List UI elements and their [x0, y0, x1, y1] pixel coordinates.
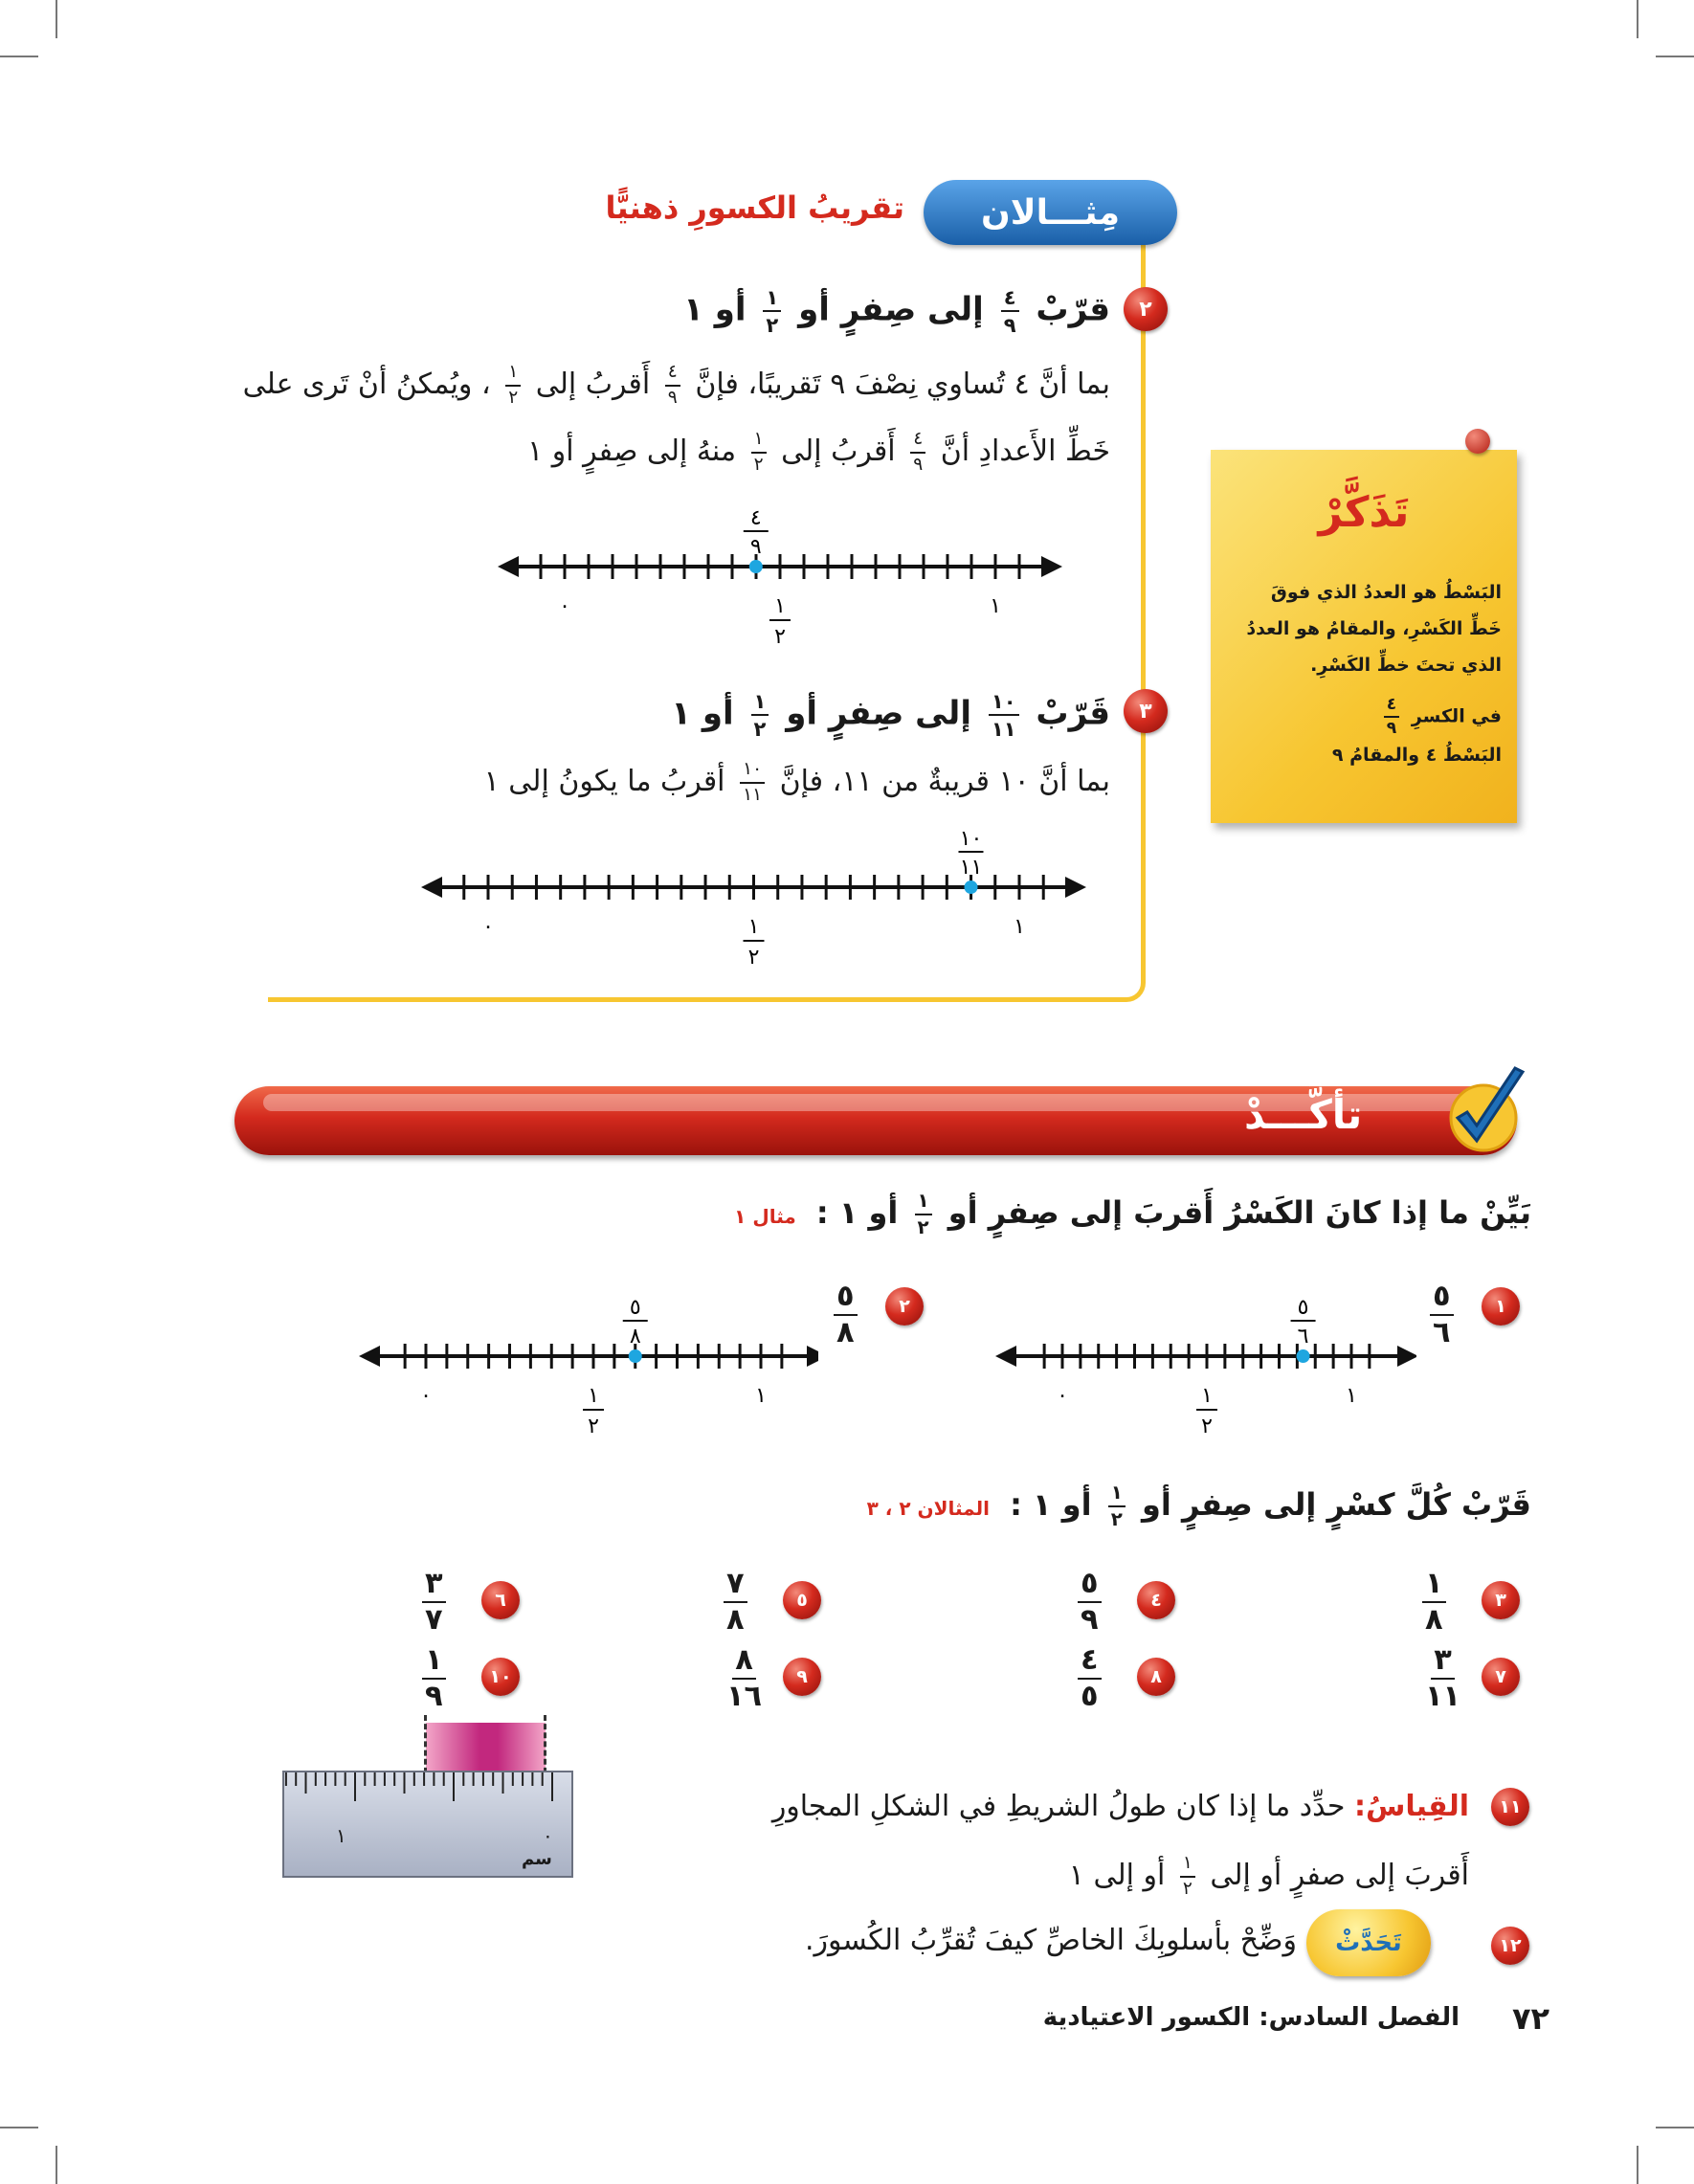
exercise-number: ٥ [783, 1581, 821, 1619]
reminder-line: البَسْطُ هو العددُ الذي فوقَ [1270, 582, 1502, 603]
right-arrow-icon [1041, 556, 1062, 577]
label-half-denominator: ٢ [1201, 1415, 1213, 1438]
number-line [359, 1287, 818, 1440]
example-number: ٢ [1124, 287, 1168, 331]
example-badge [924, 180, 1177, 245]
label-half-numerator: ١ [588, 1384, 599, 1408]
crop-mark [1637, 2146, 1638, 2184]
ruler-unit: سم [522, 1849, 552, 1869]
label-zero: ٠ [482, 915, 494, 939]
example-title: قَرّبْ $\frac{١٠}{١١}$ إلى صِفرٍ أو $\frac{١}{٢}$ أو ١ [671, 689, 1110, 742]
label-zero: ٠ [420, 1384, 432, 1408]
left-arrow-icon [359, 1346, 380, 1367]
example-reference[interactable]: مثال ١ [734, 1204, 796, 1228]
measured-strip [426, 1723, 546, 1771]
number-line [498, 498, 1072, 660]
label-half-numerator: ١ [1201, 1384, 1213, 1408]
point-label-numerator: ٥ [629, 1296, 641, 1320]
exercise-fraction: $\frac{١}{٨}$ [1416, 1570, 1452, 1636]
left-arrow-icon [995, 1346, 1016, 1367]
exercise-fraction: $\frac{٥}{٨}$ [828, 1282, 863, 1348]
label-half-denominator: ٢ [747, 946, 760, 969]
number-line-point [749, 560, 763, 573]
label-half-denominator: ٢ [588, 1415, 599, 1438]
left-arrow-icon [498, 556, 519, 577]
exercise-number: ١١ [1491, 1788, 1529, 1826]
ruler-ticks [284, 1772, 571, 1820]
label-half-numerator: ١ [774, 594, 786, 618]
example-text-line: بما أنَّ ١٠ قريبةٌ من ١١، فإنَّ $\frac{١٠}{١١}$ أقربُ ما يكونُ إلى ١ [483, 759, 1110, 805]
number-line [995, 1287, 1416, 1440]
ruler-label-1: ١ [336, 1824, 346, 1847]
label-half-denominator: ٢ [774, 625, 786, 649]
example-reference[interactable]: المثالان ٢ ، ٣ [866, 1496, 990, 1520]
exercise-text-line: أَقربَ إلى صفرٍ أو إلى $\frac{١}{٢}$ أو إلى ١ [1068, 1853, 1469, 1899]
label-zero: ٠ [1057, 1384, 1068, 1408]
talk-badge-label: تَحَدَّثْ [1335, 1928, 1402, 1957]
reminder-line: البَسْطُ ٤ والمقامُ ٩ [1331, 745, 1502, 767]
reminder-pin [1465, 429, 1490, 454]
exercise-number: ٧ [1482, 1658, 1520, 1696]
right-arrow-icon [807, 1346, 818, 1367]
check-banner-title: تأكَّـــدْ [1244, 1091, 1363, 1138]
label-one: ١ [990, 594, 1001, 618]
exercise-number: ٣ [1482, 1581, 1520, 1619]
number-line-point [964, 880, 977, 894]
right-arrow-icon [1397, 1346, 1416, 1367]
exercise-number: ٢ [885, 1287, 924, 1326]
exercise-number: ٨ [1137, 1658, 1175, 1696]
reminder-line: في الكسرِ $\frac{٤}{٩}$ [1246, 697, 1502, 737]
number-line [421, 818, 1091, 981]
exercise-fraction: $\frac{٨}{١٦}$ [726, 1643, 763, 1714]
reminder-title: تَذَكَّرْ [1318, 488, 1410, 537]
example-title: قرّبْ $\frac{٤}{٩}$ إلى صِفرٍ أو $\frac{١}{٢}$ أو ١ [683, 285, 1110, 338]
example-badge-label: مِثـــالان [981, 192, 1120, 233]
instruction: قَرّبْ كُلَّ كسْرٍ إلى صِفرٍ أو $\frac{١}{٢}$ أو ١ : المثالان ٢ ، ٣ [866, 1482, 1531, 1530]
exercise-text-line: وَضِّحْ بأسلوبِكَ الخاصِّ كيفَ تُقرِّبُ الكُسورَ. [805, 1924, 1297, 1957]
crop-mark [0, 2127, 38, 2128]
point-label-denominator: ٨ [629, 1325, 641, 1348]
ruler-label-0: ٠ [543, 1824, 553, 1847]
example-header-title: تقريبُ الكسورِ ذهنيًّا [605, 189, 904, 226]
exercise-fraction: $\frac{٤}{٥}$ [1072, 1646, 1107, 1712]
example-text-line: خَطِّ الأَعدادِ أنَّ $\frac{٤}{٩}$ أَقربُ إلى $\frac{١}{٢}$ منهُ إلى صِفرٍ أو ١ [527, 429, 1110, 475]
label-one: ١ [1014, 915, 1025, 939]
exercise-fraction: $\frac{٥}{٩}$ [1072, 1570, 1107, 1636]
exercise-number: ٦ [481, 1581, 520, 1619]
point-label-denominator: ٩ [749, 535, 762, 559]
label-half-numerator: ١ [747, 915, 760, 939]
crop-mark [1656, 2127, 1694, 2128]
example-number: ٣ [1124, 689, 1168, 733]
label-one: ١ [1346, 1384, 1357, 1408]
reminder-body [1246, 574, 1502, 773]
point-label-numerator: ٥ [1297, 1296, 1309, 1320]
label-one: ١ [755, 1384, 767, 1408]
number-line-point [629, 1349, 642, 1363]
point-label-denominator: ١١ [959, 856, 983, 880]
crop-mark [0, 56, 38, 57]
exercise-number: ١٠ [481, 1658, 520, 1696]
exercise-text-line: القِياسُ: حدِّد ما إذا كان طولُ الشريطِ في الشكلِ المجاورِ [771, 1790, 1469, 1823]
exercise-fraction: $\frac{١}{٩}$ [416, 1646, 452, 1712]
exercise-fraction: $\frac{٧}{٨}$ [718, 1570, 753, 1636]
crop-mark [56, 2146, 57, 2184]
crop-mark [56, 0, 57, 38]
exercise-fraction: $\frac{٣}{٧}$ [416, 1570, 452, 1636]
crop-mark [1637, 0, 1638, 38]
exercise-fraction: $\frac{٥}{٦}$ [1424, 1282, 1460, 1348]
exercise-fraction: $\frac{٣}{١١}$ [1425, 1643, 1461, 1714]
exercise-number: ٤ [1137, 1581, 1175, 1619]
point-label-numerator: ٤ [749, 506, 762, 530]
measurement-label: القِياسُ: [1353, 1790, 1469, 1823]
exercise-number: ١ [1482, 1287, 1520, 1326]
crop-mark [1656, 56, 1694, 57]
instruction: بَيِّنْ ما إذا كانَ الكَسْرُ أَقربَ إلى صِفرٍ أو $\frac{١}{٢}$ أو ١ : مثال ١ [734, 1190, 1531, 1238]
ruler [282, 1723, 569, 1876]
chapter-title: الفصل السادس: الكسور الاعتيادية [1042, 2003, 1460, 2032]
number-line-point [1297, 1349, 1310, 1363]
point-label-denominator: ٦ [1297, 1325, 1309, 1348]
label-zero: ٠ [559, 594, 570, 618]
page-number: ٧٢ [1512, 2000, 1550, 2037]
ruler-body [282, 1771, 573, 1878]
exercise-number: ١٢ [1491, 1927, 1529, 1965]
left-arrow-icon [421, 877, 442, 898]
talk-badge [1306, 1909, 1431, 1976]
point-label-numerator: ١٠ [959, 827, 983, 851]
reminder-note [1211, 450, 1517, 823]
exercise-number: ٩ [783, 1658, 821, 1696]
reminder-line: خَطِّ الكَسْرِ، والمقامُ هو العددُ [1246, 618, 1502, 639]
example-text-line: بما أنَّ ٤ تُساوي نِصْفَ ٩ تَقريبًا، فإنَّ $\frac{٤}{٩}$ أَقربُ إلى $\frac{١}{٢}$ ، ويُمكنُ أنْ تَرى على [242, 362, 1110, 408]
reminder-line: الذي تحتَ خطِّ الكَسْرِ. [1310, 655, 1502, 676]
right-arrow-icon [1065, 877, 1086, 898]
checkmark-icon [1440, 1062, 1527, 1158]
